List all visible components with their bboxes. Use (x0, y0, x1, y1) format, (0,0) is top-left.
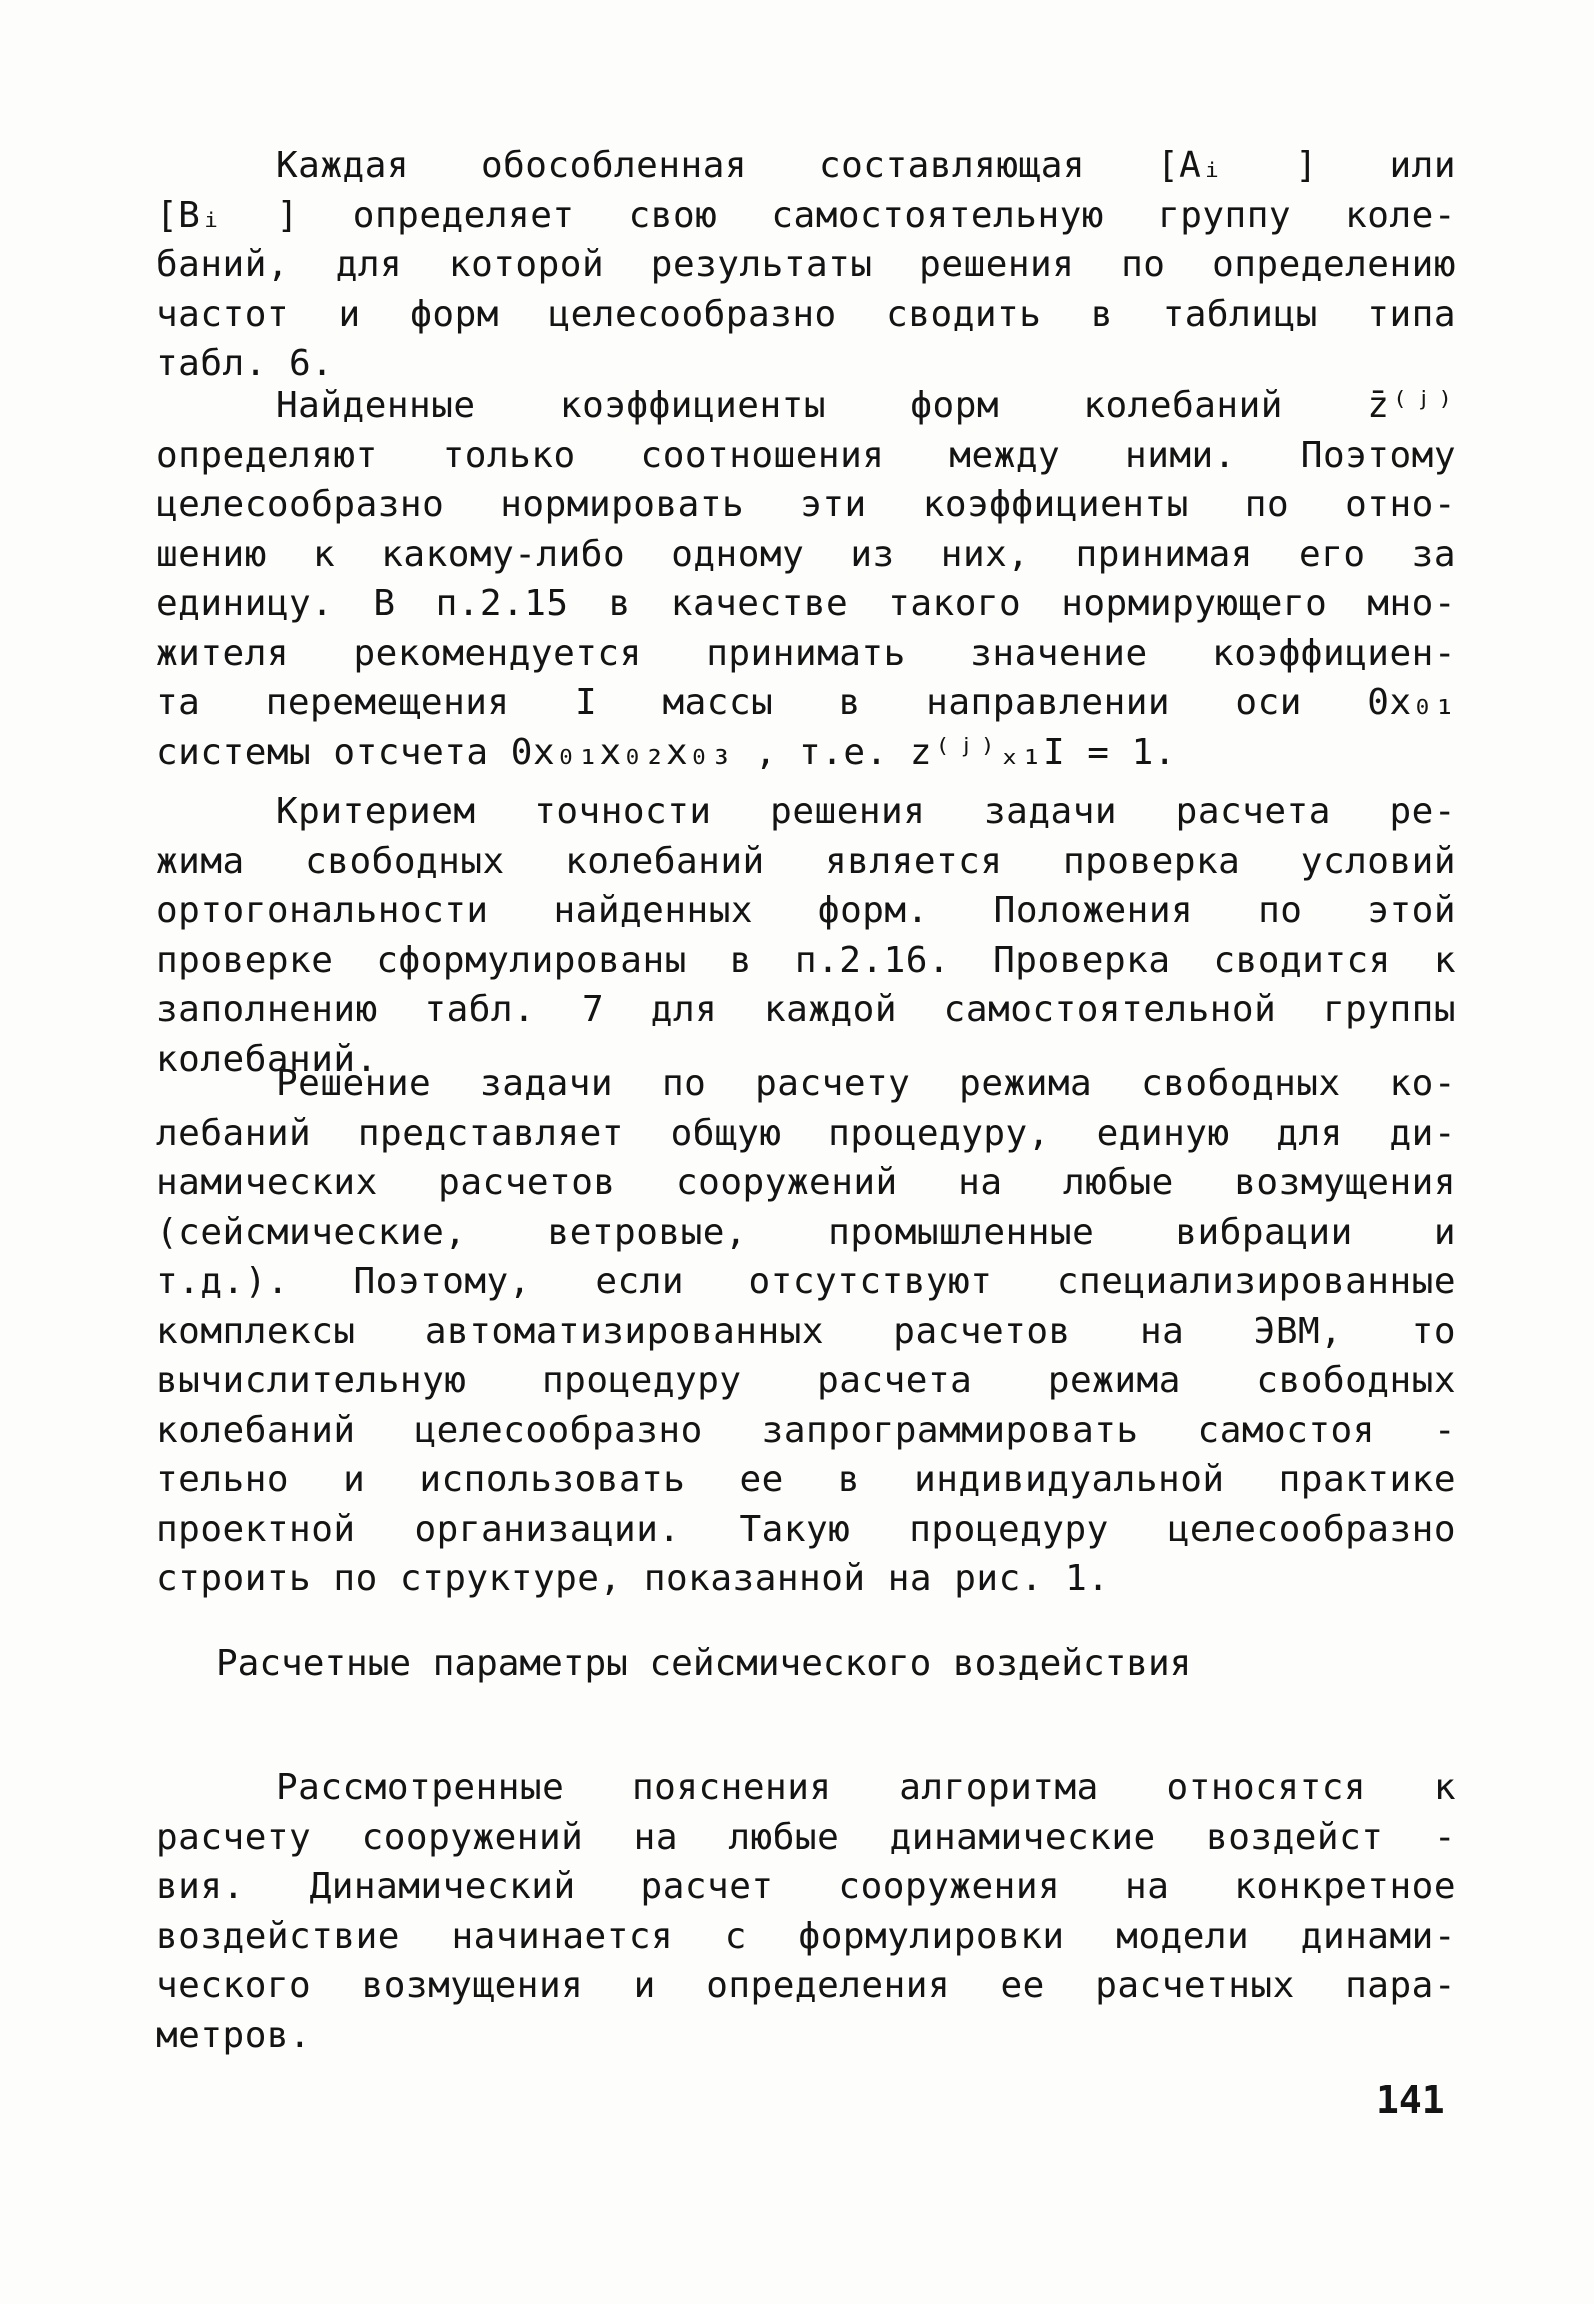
paragraph4-line: т.д.). Поэтому, если отсутствуют специализированные (156, 1261, 1456, 1302)
paragraph4-line: (сейсмические, ветровые, промышленные вибрации и (156, 1211, 1456, 1253)
paragraph5-line: метров. (156, 2014, 312, 2056)
paragraph1-line: баний, для которой результаты решения по определению (156, 244, 1456, 285)
paragraph4-line: комплексы автоматизированных расчетов на ЭВМ, то (156, 1310, 1456, 1352)
paragraph3-line: проверке сформулированы в п.2.16. Проверка сводится к (156, 939, 1456, 981)
paragraph1-line: Каждая обособленная составляющая [Aᵢ ] или (276, 145, 1456, 186)
paragraph4-line: намических расчетов сооружений на любые возмущения (156, 1162, 1456, 1203)
paragraph2-line: жителя рекомендуется принимать значение коэффициен- (156, 632, 1456, 674)
paragraph1-line: [Bᵢ ] определяет свою самостоятельную группу коле- (156, 194, 1456, 236)
paragraph3-line: ортогональности найденных форм. Положения по этой (156, 890, 1456, 931)
paragraph5-line: ческого возмущения и определения ее расчетных пара- (156, 1965, 1456, 2006)
paragraph3-line: заполнению табл. 7 для каждой самостоятельной группы (156, 989, 1456, 1030)
paragraph2-line: целесообразно нормировать эти коэффициенты по отно- (156, 484, 1456, 525)
paragraph4-line: вычислительную процедуру расчета режима свободных (156, 1360, 1456, 1401)
paragraph4-line: строить по структуре, показанной на рис. 1. (156, 1558, 1110, 1599)
paragraph4-line: колебаний целесообразно запрограммировать самостоя - (156, 1409, 1456, 1451)
paragraph4-line: проектной организации. Такую процедуру целесообразно (156, 1508, 1456, 1550)
paragraph2-line: определяют только соотношения между ними. Поэтому (156, 434, 1456, 476)
paragraph4-line: тельно и использовать ее в индивидуальной практике (156, 1459, 1456, 1500)
paragraph4-line: лебаний представляет общую процедуру, единую для ди- (156, 1112, 1456, 1154)
paragraph3-line: Критерием точности решения задачи расчета ре- (276, 791, 1456, 832)
paragraph5-line: вия. Динамический расчет сооружения на конкретное (156, 1866, 1456, 1907)
paragraph5-line: воздействие начинается с формулировки модели динами- (156, 1915, 1456, 1957)
paragraph2-line: та перемещения I массы в направлении оси 0x₀₁ (156, 682, 1456, 723)
paragraph1-line: частот и форм целесообразно сводить в таблицы типа (156, 293, 1456, 335)
paragraph2-line: единицу. В п.2.15 в качестве такого нормирующего мно- (156, 583, 1456, 624)
paragraph4-line: Решение задачи по расчету режима свободных ко- (276, 1063, 1456, 1104)
section-heading: Расчетные параметры сейсмического воздействия (216, 1643, 1192, 1684)
page-number: 141 (1376, 2078, 1445, 2122)
paragraph3-line: жима свободных колебаний является проверка условий (156, 840, 1456, 882)
paragraph1-line: табл. 6. (156, 343, 334, 384)
paragraph3-line: колебаний. (156, 1038, 378, 1080)
paragraph2-line: шению к какому-либо одному из них, принимая его за (156, 533, 1456, 575)
paragraph2-line: Найденные коэффициенты форм колебаний z̄⁽ʲ⁾ (276, 385, 1456, 426)
paragraph2-line: системы отсчета 0x₀₁x₀₂x₀₃ , т.е. z⁽ʲ⁾ₓ₁I = 1. (156, 731, 1176, 773)
paragraph5-line: расчету сооружений на любые динамические воздейст - (156, 1816, 1456, 1858)
paragraph5-line: Рассмотренные пояснения алгоритма относятся к (276, 1767, 1456, 1808)
